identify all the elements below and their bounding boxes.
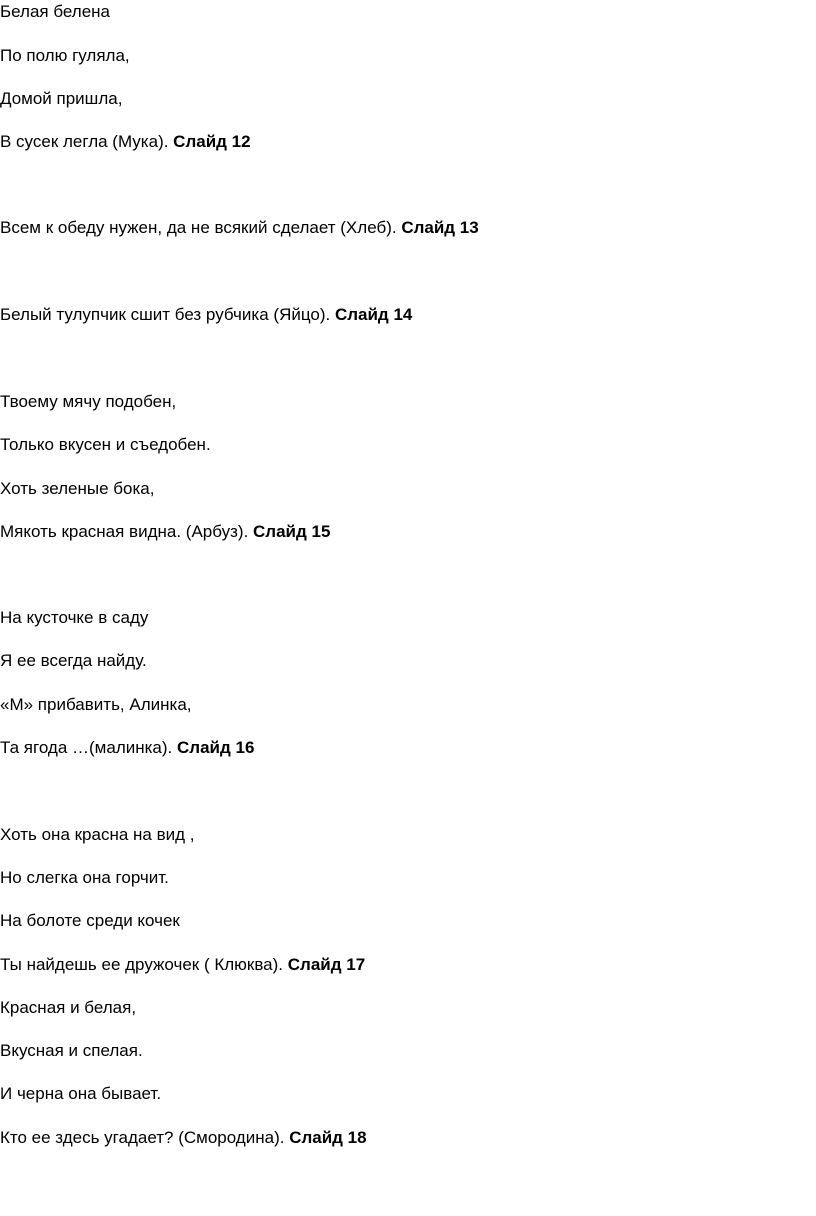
text-line xyxy=(0,1083,161,1105)
slide-reference: Слайд 15 xyxy=(253,522,331,541)
line-text: Красная и белая, xyxy=(0,998,137,1017)
text-line xyxy=(0,88,122,110)
line-text: На кусточке в саду xyxy=(0,608,149,627)
slide-reference: Слайд 18 xyxy=(289,1128,367,1147)
line-text: Белая белена xyxy=(0,2,111,21)
text-line xyxy=(0,1127,367,1149)
text-line xyxy=(0,997,136,1019)
text-line xyxy=(0,1040,143,1062)
slide-reference: Слайд 14 xyxy=(334,305,413,324)
line-text: Хоть зеленые бока, xyxy=(0,479,155,498)
line-text: Хоть она красна на вид , xyxy=(0,825,195,844)
line-text: В сусек легла (Мука). xyxy=(0,132,174,151)
line-text: «М» прибавить, Алинка, xyxy=(0,695,192,714)
line-text: Мякоть красная видна. (Арбуз). xyxy=(0,522,254,541)
text-line xyxy=(0,737,254,759)
slide-reference: Слайд 12 xyxy=(173,132,251,151)
line-text: По полю гуляла, xyxy=(0,46,130,65)
text-line xyxy=(0,954,365,976)
line-text: Твоему мячу подобен, xyxy=(0,392,177,411)
text-line xyxy=(0,45,130,67)
line-text: Та ягода …(малинка). xyxy=(0,738,177,757)
text-line xyxy=(0,304,412,326)
text-line xyxy=(0,521,330,543)
text-line xyxy=(0,607,148,629)
text-line xyxy=(0,867,169,889)
text-line xyxy=(0,391,176,413)
text-line xyxy=(0,650,147,672)
line-text: Только вкусен и съедобен. xyxy=(0,435,211,454)
line-text: И черна она бывает. xyxy=(0,1084,162,1103)
line-text: Но слегка она горчит. xyxy=(0,868,169,887)
text-line xyxy=(0,217,479,239)
line-text: На болоте среди кочек xyxy=(0,911,180,930)
text-line xyxy=(0,1,110,23)
line-text: Всем к обеду нужен, да не всякий сделает (Хлеб). xyxy=(0,218,402,237)
line-text: Я ее всегда найду. xyxy=(0,651,147,670)
text-line xyxy=(0,131,251,153)
line-text: Домой пришла, xyxy=(0,89,123,108)
text-line xyxy=(0,694,192,716)
text-line xyxy=(0,434,211,456)
line-text: Кто ее здесь угадает? (Смородина). xyxy=(0,1128,290,1147)
line-text: Ты найдешь ее дружочек ( Клюква). xyxy=(0,955,288,974)
slide-reference: Слайд 17 xyxy=(287,955,366,974)
slide-reference: Слайд 16 xyxy=(177,738,255,757)
slide-reference: Слайд 13 xyxy=(401,218,479,237)
text-line xyxy=(0,910,180,932)
text-line xyxy=(0,478,154,500)
line-text: Вкусная и спелая. xyxy=(0,1041,143,1060)
line-text: Белый тулупчик сшит без рубчика (Яйцо). xyxy=(0,305,335,324)
text-line xyxy=(0,824,195,846)
